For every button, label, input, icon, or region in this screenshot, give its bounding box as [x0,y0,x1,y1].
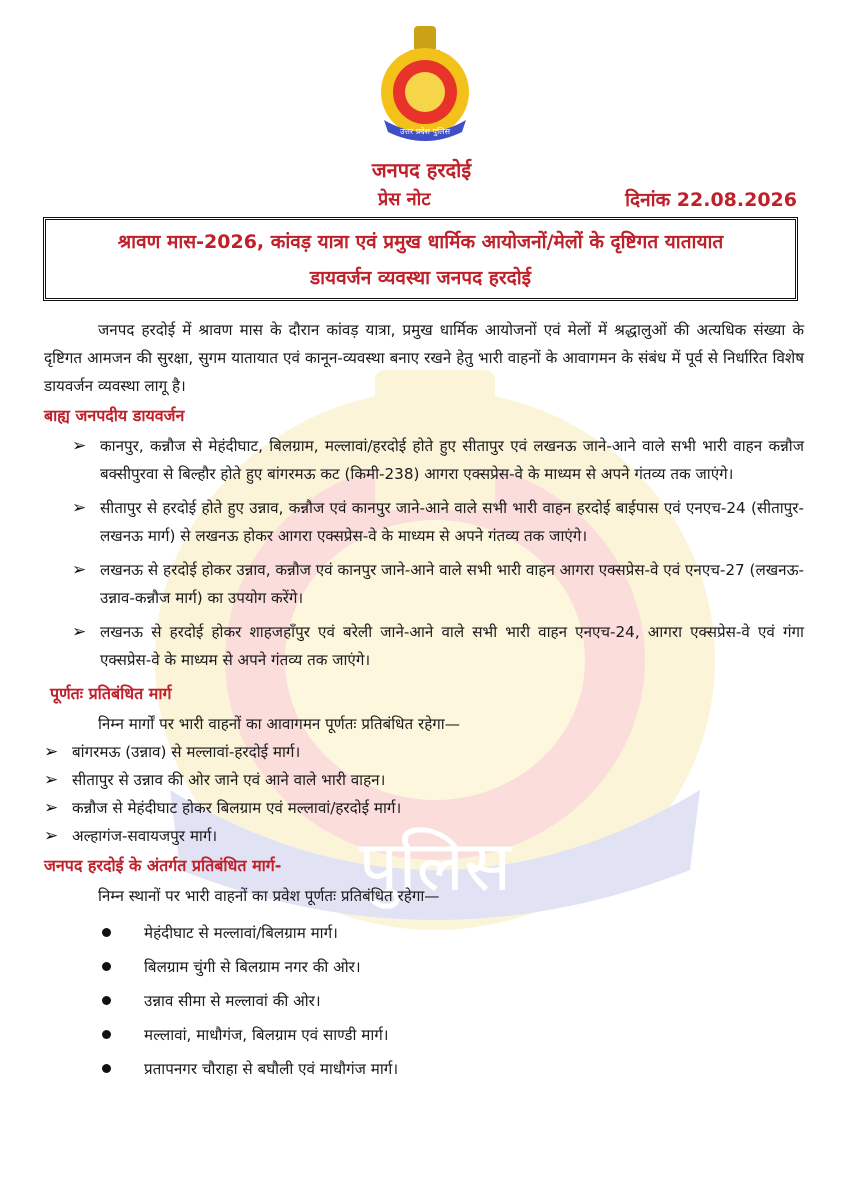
list-item: बिलग्राम चुंगी से बिलग्राम नगर की ओर। [44,950,804,984]
list-item: प्रतापनगर चौराहा से बघौली एवं माधौगंज मार्ग। [44,1052,804,1086]
emblem-lettering: उत्तर प्रदेश पुलिस [400,127,450,136]
bullet-dot-icon [102,928,111,937]
arrow-bullet-icon: ➢ [72,436,87,456]
list-item: ➢ सीतापुर से हरदोई होते हुए उन्नाव, कन्नौज एवं कानपुर जाने-आने वाले सभी भारी वाहन हरदोई बाईपास एवं एनएच-24 (सीतापुर-लखनऊ मार्ग) से लखनऊ होकर आगरा एक्सप्रेस-वे के माध्यम से अपने गंतव्य तक जाएंगे। [72,494,804,550]
intro-paragraph: जनपद हरदोई में श्रावण मास के दौरान कांवड़ यात्रा, प्रमुख धार्मिक आयोजनों एवं मेलों में श्रद्धालुओं की अत्यधिक संख्या के दृष्टिगत आमजन की सुरक्षा, सुगम यातायात एवं कानून-व्यवस्था बनाए रखने हेतु भारी वाहनों के आवागमन के संबंध में पूर्व से निर्धारित विशेष डायवर्जन व्यवस्था लागू है। [44,321,804,395]
title-line-2: डायवर्जन व्यवस्था जनपद हरदोई [309,267,532,289]
list-item: ➢ कानपुर, कन्नौज से मेहंदीघाट, बिलग्राम, मल्लावां/हरदोई होते हुए सीतापुर एवं लखनऊ जाने-आने वाले सभी भारी वाहन कन्नौज बक्सीपुरवा से बिल्हौर होते हुए बांगरमऊ कट (किमी-238) आगरा एक्सप्रेस-वे के माध्यम से अपने गंतव्य तक जाएंगे। [72,432,804,488]
district-name: जनपद हरदोई [371,158,472,182]
section2-intro: निम्न मार्गों पर भारी वाहनों का आवागमन पूर्णतः प्रतिबंधित रहेगा— [98,715,460,733]
section-heading-district-restricted: जनपद हरदोई के अंतर्गत प्रतिबंधित मार्ग- [44,856,282,875]
section-heading-external-diversion: बाह्य जनपदीय डायवर्जन [44,406,185,425]
title-box [43,217,798,301]
arrow-bullet-icon: ➢ [44,770,59,790]
bullet-dot-icon [102,1030,111,1039]
bullet-dot-icon [102,1064,111,1073]
title-line-1: श्रावण मास-2026, कांवड़ यात्रा एवं प्रमुख धार्मिक आयोजनों/मेलों के दृष्टिगत यातायात [117,231,724,253]
svg-text:पुलिस: पुलिस [358,825,512,907]
list-item: ➢ अल्हागंज-सवायजपुर मार्ग। [44,822,804,850]
external-diversion-list [44,432,804,674]
section3-intro: निम्न स्थानों पर भारी वाहनों का प्रवेश पूर्णतः प्रतिबंधित रहेगा— [98,887,440,905]
arrow-bullet-icon: ➢ [72,560,87,580]
arrow-bullet-icon: ➢ [44,826,59,846]
date-label: दिनांक 22.08.2026 [625,189,797,211]
list-item: ➢ कन्नौज से मेहंदीघाट होकर बिलग्राम एवं मल्लावां/हरदोई मार्ग। [44,794,804,822]
arrow-bullet-icon: ➢ [44,742,59,762]
arrow-bullet-icon: ➢ [72,498,87,518]
arrow-bullet-icon: ➢ [72,622,87,642]
list-item: ➢ सीतापुर से उन्नाव की ओर जाने एवं आने वाले भारी वाहन। [44,766,804,794]
list-item: उन्नाव सीमा से मल्लावां की ओर। [44,984,804,1018]
section-heading-fully-restricted: पूर्णतः प्रतिबंधित मार्ग [50,684,172,703]
list-item: ➢ बांगरमऊ (उन्नाव) से मल्लावां-हरदोई मार्ग। [44,738,804,766]
bullet-dot-icon [102,996,111,1005]
document-body [44,316,804,1086]
list-item: ➢ लखनऊ से हरदोई होकर शाहजहाँपुर एवं बरेली जाने-आने वाले सभी भारी वाहन एनएच-24, आगरा एक्सप्रेस-वे एवं गंगा एक्सप्रेस-वे के माध्यम से अपने गंतव्य तक जाएंगे। [72,618,804,674]
press-note-label: प्रेस नोट [378,189,431,210]
bullet-dot-icon [102,962,111,971]
up-police-emblem [370,24,480,142]
arrow-bullet-icon: ➢ [44,798,59,818]
fully-restricted-list [44,738,804,850]
list-item: मल्लावां, माधौगंज, बिलग्राम एवं साण्डी मार्ग। [44,1018,804,1052]
list-item: मेहंदीघाट से मल्लावां/बिलग्राम मार्ग। [44,916,804,950]
district-restricted-list [44,916,804,1086]
list-item: ➢ लखनऊ से हरदोई होकर उन्नाव, कन्नौज एवं कानपुर जाने-आने वाले सभी भारी वाहन आगरा एक्सप्रेस-वे एवं एनएच-27 (लखनऊ-उन्नाव-कन्नौज मार्ग) का उपयोग करेंगे। [72,556,804,612]
